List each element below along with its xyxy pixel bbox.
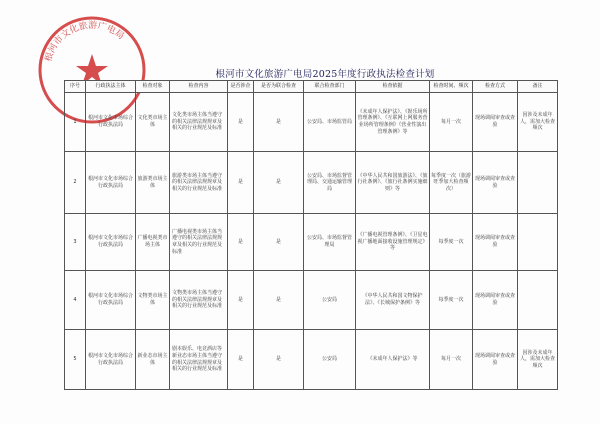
cell-frequency: 每月一次 [430,93,473,152]
cell-joint-dept: 公安局、市场监督管理局、交通运输管理局 [304,152,356,214]
cell-index: 1 [65,93,86,152]
document-title: 根河市文化旅游广电局2025年度行政执法检查计划 [215,69,435,80]
table-row [65,330,558,390]
cell-subject: 根河市文化市场综合行政执法局 [86,330,136,390]
cell-joint: 是 [254,93,304,152]
cell-target: 文化类市场主体 [136,93,170,152]
cell-remarks: 因涉及未成年人，需加大检查频次 [518,93,558,152]
cell-target: 旅游类市场主体 [136,152,170,214]
cell-subject: 根河市文化市场综合行政执法局 [86,152,136,214]
cell-method: 现场调阅审查或查验 [473,330,518,390]
header-frequency: 检查时间、频次 [430,81,473,93]
header-method: 检查方式 [473,81,518,93]
cell-content: 文物类市场主体当遵守的相关法律法规规章及相关的行业规范及标准 [170,271,228,330]
cell-joint-dept: 公安局、市场监管局 [304,93,356,152]
header-index: 序号 [65,81,86,93]
cell-subject: 根河市文化市场综合行政执法局 [86,271,136,330]
cell-remarks: 因涉及未成年人，需加大检查频次 [518,330,558,390]
cell-joint: 是 [254,152,304,214]
table-row [65,214,558,271]
cell-frequency: 每季度一次 [430,271,473,330]
header-joint: 是否为联合检查 [254,81,304,93]
cell-frequency: 每月一次 [430,330,473,390]
cell-target: 广播电视类市场主体 [136,214,170,271]
cell-enterprise: 是 [228,152,254,214]
cell-enterprise: 是 [228,330,254,390]
cell-enterprise: 是 [228,214,254,271]
cell-method: 现场调阅审查或查验 [473,214,518,271]
cell-method: 现场调阅审查或查验 [473,93,518,152]
cell-method: 现场调阅审查或查验 [473,271,518,330]
cell-basis: 《中华人民共和国文物保护法》、《长城保护条例》等 [356,271,430,330]
table-row [65,152,558,214]
cell-target: 新业态市场主体 [136,330,170,390]
header-remarks: 备注 [518,81,558,93]
cell-basis: 《未成年人保护法》等 [356,330,430,390]
cell-remarks [518,152,558,214]
table-row [65,93,558,152]
header-target: 检查对象 [136,81,170,93]
cell-joint: 是 [254,214,304,271]
cell-method: 现场调阅审查或查验 [473,152,518,214]
cell-enterprise: 是 [228,271,254,330]
cell-content: 文化类市场主体当遵守的相关法律法规规章及相关的行业规范及标准 [170,93,228,152]
cell-joint: 是 [254,330,304,390]
cell-index: 5 [65,330,86,390]
header-subject: 行政执法主体 [86,81,136,93]
cell-content: 剧本娱乐、电竞酒店等新业态市场主体当遵守的相关法律法规规章及相关的行业规范及标准 [170,330,228,390]
cell-joint-dept: 公安局 [304,271,356,330]
table-row [65,271,558,330]
header-content: 检查内容 [170,81,228,93]
cell-joint-dept: 公安局、市场监督管理局 [304,214,356,271]
cell-target: 文物类市场主体 [136,271,170,330]
cell-joint-dept: 公安局 [304,330,356,390]
cell-basis: 《未成年人保护法》、《娱乐场所管理条例》、《互联网上网服务营业场所管理条例》《营业性演出管理条例》等 [356,93,430,152]
svg-text:根河市文化旅游广电局: 根河市文化旅游广电局 [43,20,126,63]
cell-subject: 根河市文化市场综合行政执法局 [86,214,136,271]
cell-basis: 《中华人民共和国旅游法》、《旅行社条例》、《旅行社条例实施细则》等 [356,152,430,214]
cell-frequency: 每季度一次 [430,214,473,271]
cell-content: 广播电视类市场主体当遵守的相关法律法规规章及相关的行业规范及标准 [170,214,228,271]
inspection-plan-table [64,80,558,390]
cell-frequency: 每季度一次（旅游旺季加大检查频次） [430,152,473,214]
cell-index: 2 [65,152,86,214]
cell-remarks [518,271,558,330]
cell-index: 3 [65,214,86,271]
cell-basis: 《广播电视管理条例》、《卫星电视广播地面接收设施管理规定》等 [356,214,430,271]
cell-enterprise: 是 [228,93,254,152]
header-enterprise: 是否涉企 [228,81,254,93]
header-basis: 检查依据 [356,81,430,93]
table-header-row [65,81,558,93]
cell-joint: 是 [254,271,304,330]
header-joint-dept: 联合检查部门 [304,81,356,93]
cell-remarks [518,214,558,271]
cell-index: 4 [65,271,86,330]
cell-content: 旅游类市场主体当遵守的相关法律法规规章及相关的行业规范及标准 [170,152,228,214]
cell-subject: 根河市文化市场综合行政执法局 [86,93,136,152]
